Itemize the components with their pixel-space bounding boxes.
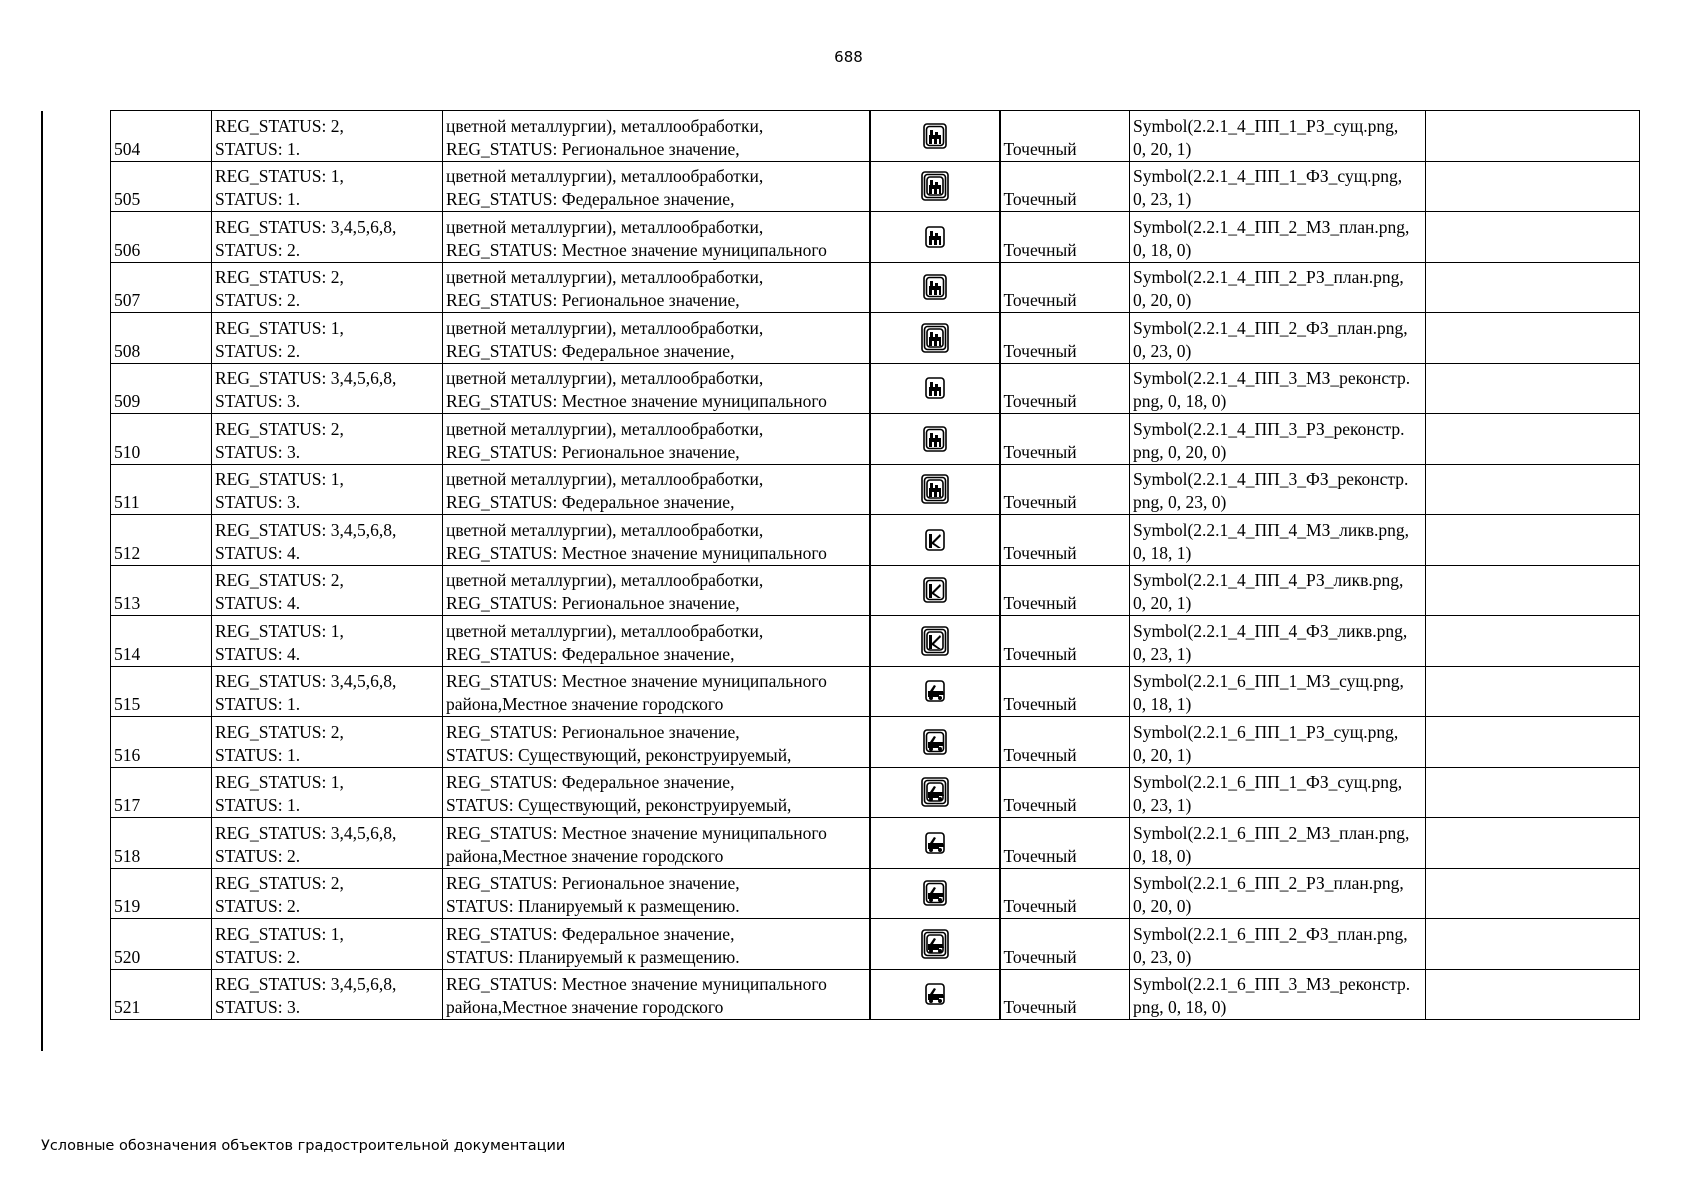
status-cell bbox=[212, 818, 443, 869]
factory-fed-existing-icon bbox=[919, 174, 951, 194]
factory-local-planned-icon bbox=[919, 225, 951, 245]
description-cell bbox=[443, 616, 870, 667]
description-line-2: STATUS: Планируемый к размещению. bbox=[446, 896, 740, 916]
geometry-type: Точечный bbox=[1000, 565, 1130, 616]
symbol-definition-line-1: Symbol(2.2.1_6_ПП_1_РЗ_сущ.png, bbox=[1133, 721, 1399, 742]
symbol-definition bbox=[1130, 818, 1426, 869]
geometry-type: Точечный bbox=[1000, 363, 1130, 414]
reg-status-text: REG_STATUS: 1, bbox=[215, 166, 344, 186]
description-line-2: REG_STATUS: Региональное значение, bbox=[446, 138, 740, 159]
symbol-definition bbox=[1130, 969, 1426, 1020]
description-line-1: цветной металлургии), металлообработки, bbox=[446, 418, 764, 439]
symbol-definition-line-1: Symbol(2.2.1_4_ПП_3_МЗ_реконстр. bbox=[1133, 368, 1411, 388]
factory-fed-liquidated-icon bbox=[919, 629, 951, 649]
status-text: STATUS: 2. bbox=[215, 290, 301, 310]
geometry-type: Точечный bbox=[1000, 666, 1130, 717]
symbol-definition-line-1: Symbol(2.2.1_4_ПП_3_ФЗ_реконстр. bbox=[1133, 469, 1409, 489]
symbol-definition-line-2: 0, 18, 0) bbox=[1133, 845, 1192, 866]
description-line-1: цветной металлургии), металлообработки, bbox=[446, 469, 764, 489]
factory-local-liquidated-icon bbox=[919, 528, 951, 548]
status-text: STATUS: 1. bbox=[215, 744, 301, 765]
geometry-type: Точечный bbox=[1000, 313, 1130, 364]
factory-reg-planned-icon bbox=[919, 275, 951, 295]
symbol-table bbox=[110, 110, 1640, 1020]
status-cell bbox=[212, 666, 443, 717]
reg-status-text: REG_STATUS: 2, bbox=[215, 721, 344, 742]
table-row bbox=[111, 717, 1640, 768]
description-line-1: REG_STATUS: Региональное значение, bbox=[446, 721, 740, 742]
row-number: 509 bbox=[111, 363, 212, 414]
symbol-definition bbox=[1130, 111, 1426, 162]
vehicle-local-planned-icon bbox=[919, 831, 951, 851]
description-line-2: STATUS: Существующий, реконструируемый, bbox=[446, 744, 792, 765]
status-cell bbox=[212, 212, 443, 263]
row-number: 518 bbox=[111, 818, 212, 869]
description-line-2: REG_STATUS: Региональное значение, bbox=[446, 593, 740, 613]
status-text: STATUS: 3. bbox=[215, 492, 301, 512]
status-cell bbox=[212, 111, 443, 162]
page-footer: Условные обозначения объектов градостроительной документации bbox=[41, 1138, 566, 1154]
symbol-definition-line-2: 0, 23, 1) bbox=[1133, 643, 1192, 664]
symbol-definition bbox=[1130, 363, 1426, 414]
status-text: STATUS: 4. bbox=[215, 593, 301, 613]
symbol-cell bbox=[870, 818, 1000, 869]
symbol-cell bbox=[870, 515, 1000, 566]
geometry-type: Точечный bbox=[1000, 262, 1130, 313]
empty-cell bbox=[1426, 565, 1640, 616]
row-number: 519 bbox=[111, 868, 212, 919]
description-cell bbox=[443, 111, 870, 162]
symbol-definition bbox=[1130, 212, 1426, 263]
description-cell bbox=[443, 565, 870, 616]
status-cell bbox=[212, 313, 443, 364]
empty-cell bbox=[1426, 868, 1640, 919]
description-cell bbox=[443, 515, 870, 566]
symbol-definition-line-2: png, 0, 20, 0) bbox=[1133, 441, 1227, 462]
description-line-2: REG_STATUS: Местное значение муниципального bbox=[446, 391, 827, 411]
vehicle-reg-planned-icon bbox=[919, 881, 951, 901]
symbol-definition-line-2: 0, 20, 1) bbox=[1133, 138, 1192, 159]
symbol-definition-line-1: Symbol(2.2.1_4_ПП_2_РЗ_план.png, bbox=[1133, 267, 1404, 287]
table-row bbox=[111, 313, 1640, 364]
status-text: STATUS: 3. bbox=[215, 441, 301, 462]
description-cell bbox=[443, 666, 870, 717]
reg-status-text: REG_STATUS: 2, bbox=[215, 115, 344, 136]
symbol-definition-line-1: Symbol(2.2.1_4_ПП_2_МЗ_план.png, bbox=[1133, 216, 1410, 237]
status-text: STATUS: 2. bbox=[215, 896, 301, 916]
description-line-1: цветной металлургии), металлообработки, bbox=[446, 620, 764, 641]
geometry-type: Точечный bbox=[1000, 212, 1130, 263]
geometry-type: Точечный bbox=[1000, 868, 1130, 919]
status-cell bbox=[212, 717, 443, 768]
description-line-1: цветной металлургии), металлообработки, bbox=[446, 368, 764, 388]
description-line-1: REG_STATUS: Федеральное значение, bbox=[446, 923, 735, 944]
geometry-type: Точечный bbox=[1000, 111, 1130, 162]
description-line-1: REG_STATUS: Местное значение муниципального bbox=[446, 671, 827, 691]
reg-status-text: REG_STATUS: 1, bbox=[215, 469, 344, 489]
symbol-cell bbox=[870, 565, 1000, 616]
description-line-1: цветной металлургии), металлообработки, bbox=[446, 267, 764, 287]
reg-status-text: REG_STATUS: 1, bbox=[215, 317, 344, 338]
reg-status-text: REG_STATUS: 3,4,5,6,8, bbox=[215, 368, 397, 388]
description-line-2: STATUS: Существующий, реконструируемый, bbox=[446, 795, 792, 815]
symbol-definition-line-1: Symbol(2.2.1_4_ПП_4_РЗ_ликв.png, bbox=[1133, 570, 1404, 590]
symbol-definition-line-2: png, 0, 18, 0) bbox=[1133, 997, 1227, 1017]
symbol-definition-line-1: Symbol(2.2.1_6_ПП_2_РЗ_план.png, bbox=[1133, 873, 1404, 893]
geometry-type: Точечный bbox=[1000, 969, 1130, 1020]
description-line-1: REG_STATUS: Местное значение муниципального bbox=[446, 974, 827, 994]
table-row bbox=[111, 212, 1640, 263]
description-line-2: района,Местное значение городского bbox=[446, 845, 724, 866]
empty-cell bbox=[1426, 363, 1640, 414]
empty-cell bbox=[1426, 767, 1640, 818]
description-line-2: REG_STATUS: Региональное значение, bbox=[446, 290, 740, 310]
description-line-2: REG_STATUS: Местное значение муниципального bbox=[446, 542, 827, 563]
reg-status-text: REG_STATUS: 2, bbox=[215, 873, 344, 893]
symbol-cell bbox=[870, 666, 1000, 717]
status-text: STATUS: 1. bbox=[215, 189, 301, 209]
symbol-definition-line-2: 0, 20, 0) bbox=[1133, 896, 1192, 916]
vehicle-local-existing-icon bbox=[919, 679, 951, 699]
empty-cell bbox=[1426, 313, 1640, 364]
symbol-cell bbox=[870, 464, 1000, 515]
status-cell bbox=[212, 565, 443, 616]
geometry-type: Точечный bbox=[1000, 919, 1130, 970]
status-cell bbox=[212, 515, 443, 566]
symbol-definition bbox=[1130, 565, 1426, 616]
row-number: 508 bbox=[111, 313, 212, 364]
symbol-cell bbox=[870, 616, 1000, 667]
symbol-definition-line-1: Symbol(2.2.1_4_ПП_1_ФЗ_сущ.png, bbox=[1133, 166, 1403, 186]
empty-cell bbox=[1426, 262, 1640, 313]
description-line-2: REG_STATUS: Местное значение муниципального bbox=[446, 239, 827, 260]
table-row bbox=[111, 565, 1640, 616]
symbol-definition-line-1: Symbol(2.2.1_6_ПП_2_ФЗ_план.png, bbox=[1133, 923, 1408, 944]
table-row bbox=[111, 818, 1640, 869]
symbol-cell bbox=[870, 414, 1000, 465]
table-row bbox=[111, 919, 1640, 970]
symbol-cell bbox=[870, 313, 1000, 364]
description-line-2: STATUS: Планируемый к размещению. bbox=[446, 946, 740, 967]
symbol-cell bbox=[870, 111, 1000, 162]
symbol-definition-line-2: png, 0, 23, 0) bbox=[1133, 492, 1227, 512]
empty-cell bbox=[1426, 212, 1640, 263]
reg-status-text: REG_STATUS: 1, bbox=[215, 620, 344, 641]
symbol-definition bbox=[1130, 767, 1426, 818]
description-line-1: REG_STATUS: Местное значение муниципального bbox=[446, 822, 827, 843]
symbol-definition-line-1: Symbol(2.2.1_4_ПП_4_МЗ_ликв.png, bbox=[1133, 519, 1410, 540]
reg-status-text: REG_STATUS: 2, bbox=[215, 570, 344, 590]
description-cell bbox=[443, 262, 870, 313]
status-cell bbox=[212, 767, 443, 818]
symbol-definition-line-1: Symbol(2.2.1_6_ПП_1_ФЗ_сущ.png, bbox=[1133, 772, 1403, 792]
description-cell bbox=[443, 161, 870, 212]
geometry-type: Точечный bbox=[1000, 818, 1130, 869]
symbol-cell bbox=[870, 212, 1000, 263]
description-line-2: REG_STATUS: Региональное значение, bbox=[446, 441, 740, 462]
row-number: 510 bbox=[111, 414, 212, 465]
vehicle-reg-existing-icon bbox=[919, 730, 951, 750]
symbol-cell bbox=[870, 161, 1000, 212]
symbol-definition-line-1: Symbol(2.2.1_6_ПП_2_МЗ_план.png, bbox=[1133, 822, 1410, 843]
row-number: 513 bbox=[111, 565, 212, 616]
description-cell bbox=[443, 767, 870, 818]
description-cell bbox=[443, 464, 870, 515]
symbol-definition bbox=[1130, 464, 1426, 515]
symbol-cell bbox=[870, 919, 1000, 970]
empty-cell bbox=[1426, 717, 1640, 768]
symbol-definition-line-1: Symbol(2.2.1_6_ПП_1_МЗ_сущ.png, bbox=[1133, 671, 1404, 691]
description-cell bbox=[443, 363, 870, 414]
description-cell bbox=[443, 969, 870, 1020]
symbol-cell bbox=[870, 767, 1000, 818]
status-cell bbox=[212, 616, 443, 667]
symbol-definition bbox=[1130, 262, 1426, 313]
reg-status-text: REG_STATUS: 3,4,5,6,8, bbox=[215, 974, 397, 994]
symbol-definition-line-2: 0, 23, 0) bbox=[1133, 340, 1192, 361]
row-number: 504 bbox=[111, 111, 212, 162]
factory-reg-liquidated-icon bbox=[919, 578, 951, 598]
symbol-cell bbox=[870, 868, 1000, 919]
table-row bbox=[111, 414, 1640, 465]
description-cell bbox=[443, 919, 870, 970]
description-line-2: REG_STATUS: Федеральное значение, bbox=[446, 643, 735, 664]
empty-cell bbox=[1426, 161, 1640, 212]
symbol-definition-line-2: 0, 23, 1) bbox=[1133, 189, 1192, 209]
geometry-type: Точечный bbox=[1000, 767, 1130, 818]
symbol-definition bbox=[1130, 313, 1426, 364]
row-number: 505 bbox=[111, 161, 212, 212]
geometry-type: Точечный bbox=[1000, 464, 1130, 515]
empty-cell bbox=[1426, 414, 1640, 465]
reg-status-text: REG_STATUS: 2, bbox=[215, 267, 344, 287]
row-number: 516 bbox=[111, 717, 212, 768]
description-line-1: цветной металлургии), металлообработки, bbox=[446, 166, 764, 186]
description-cell bbox=[443, 717, 870, 768]
description-cell bbox=[443, 313, 870, 364]
table-row bbox=[111, 363, 1640, 414]
geometry-type: Точечный bbox=[1000, 717, 1130, 768]
empty-cell bbox=[1426, 616, 1640, 667]
geometry-type: Точечный bbox=[1000, 616, 1130, 667]
empty-cell bbox=[1426, 666, 1640, 717]
symbol-definition bbox=[1130, 616, 1426, 667]
status-text: STATUS: 2. bbox=[215, 239, 301, 260]
page-number: 688 bbox=[834, 48, 863, 66]
table-row bbox=[111, 969, 1640, 1020]
description-line-2: REG_STATUS: Федеральное значение, bbox=[446, 340, 735, 361]
status-text: STATUS: 2. bbox=[215, 845, 301, 866]
status-cell bbox=[212, 969, 443, 1020]
table-row bbox=[111, 767, 1640, 818]
row-number: 507 bbox=[111, 262, 212, 313]
description-line-1: цветной металлургии), металлообработки, bbox=[446, 115, 764, 136]
vehicle-fed-planned-icon bbox=[919, 932, 951, 952]
symbol-cell bbox=[870, 969, 1000, 1020]
symbol-cell bbox=[870, 717, 1000, 768]
symbol-definition-line-2: 0, 23, 1) bbox=[1133, 795, 1192, 815]
vehicle-local-reconstruct-icon bbox=[919, 982, 951, 1002]
symbol-definition bbox=[1130, 161, 1426, 212]
factory-reg-reconstruct-icon bbox=[919, 427, 951, 447]
symbol-cell bbox=[870, 363, 1000, 414]
factory-local-reconstruct-icon bbox=[919, 376, 951, 396]
table-row bbox=[111, 464, 1640, 515]
description-line-2: REG_STATUS: Федеральное значение, bbox=[446, 492, 735, 512]
row-number: 517 bbox=[111, 767, 212, 818]
status-text: STATUS: 2. bbox=[215, 340, 301, 361]
status-text: STATUS: 4. bbox=[215, 643, 301, 664]
description-cell bbox=[443, 818, 870, 869]
symbol-definition bbox=[1130, 717, 1426, 768]
description-cell bbox=[443, 212, 870, 263]
reg-status-text: REG_STATUS: 1, bbox=[215, 923, 344, 944]
reg-status-text: REG_STATUS: 3,4,5,6,8, bbox=[215, 671, 397, 691]
symbol-definition-line-2: 0, 20, 1) bbox=[1133, 593, 1192, 613]
status-cell bbox=[212, 919, 443, 970]
table-row bbox=[111, 111, 1640, 162]
status-text: STATUS: 3. bbox=[215, 997, 301, 1017]
status-text: STATUS: 2. bbox=[215, 946, 301, 967]
reg-status-text: REG_STATUS: 3,4,5,6,8, bbox=[215, 519, 397, 540]
status-cell bbox=[212, 262, 443, 313]
status-cell bbox=[212, 868, 443, 919]
empty-cell bbox=[1426, 919, 1640, 970]
reg-status-text: REG_STATUS: 1, bbox=[215, 772, 344, 792]
table-row bbox=[111, 262, 1640, 313]
description-line-2: района,Местное значение городского bbox=[446, 997, 724, 1017]
description-line-1: цветной металлургии), металлообработки, bbox=[446, 519, 764, 540]
description-line-1: REG_STATUS: Региональное значение, bbox=[446, 873, 740, 893]
row-number: 506 bbox=[111, 212, 212, 263]
empty-cell bbox=[1426, 515, 1640, 566]
description-line-1: цветной металлургии), металлообработки, bbox=[446, 317, 764, 338]
symbol-definition-line-2: 0, 18, 0) bbox=[1133, 239, 1192, 260]
description-line-1: REG_STATUS: Федеральное значение, bbox=[446, 772, 735, 792]
reg-status-text: REG_STATUS: 3,4,5,6,8, bbox=[215, 216, 397, 237]
symbol-definition-line-2: 0, 20, 0) bbox=[1133, 290, 1192, 310]
symbol-definition-line-1: Symbol(2.2.1_4_ПП_1_РЗ_сущ.png, bbox=[1133, 115, 1399, 136]
table-row bbox=[111, 616, 1640, 667]
symbol-definition-line-1: Symbol(2.2.1_4_ПП_4_ФЗ_ликв.png, bbox=[1133, 620, 1408, 641]
symbol-table-body bbox=[111, 111, 1640, 1020]
row-number: 511 bbox=[111, 464, 212, 515]
reg-status-text: REG_STATUS: 3,4,5,6,8, bbox=[215, 822, 397, 843]
symbol-definition-line-2: 0, 18, 1) bbox=[1133, 694, 1192, 714]
row-number: 515 bbox=[111, 666, 212, 717]
symbol-definition-line-2: 0, 18, 1) bbox=[1133, 542, 1192, 563]
description-line-2: REG_STATUS: Федеральное значение, bbox=[446, 189, 735, 209]
description-line-1: цветной металлургии), металлообработки, bbox=[446, 216, 764, 237]
symbol-definition bbox=[1130, 666, 1426, 717]
symbol-definition-line-2: 0, 20, 1) bbox=[1133, 744, 1192, 765]
description-line-1: цветной металлургии), металлообработки, bbox=[446, 570, 764, 590]
status-cell bbox=[212, 464, 443, 515]
symbol-definition bbox=[1130, 919, 1426, 970]
status-text: STATUS: 4. bbox=[215, 542, 301, 563]
factory-fed-planned-icon bbox=[919, 326, 951, 346]
symbol-definition bbox=[1130, 414, 1426, 465]
status-cell bbox=[212, 414, 443, 465]
symbol-cell bbox=[870, 262, 1000, 313]
description-cell bbox=[443, 414, 870, 465]
table-row bbox=[111, 515, 1640, 566]
row-number: 512 bbox=[111, 515, 212, 566]
table-row bbox=[111, 161, 1640, 212]
geometry-type: Точечный bbox=[1000, 161, 1130, 212]
empty-cell bbox=[1426, 111, 1640, 162]
status-text: STATUS: 1. bbox=[215, 795, 301, 815]
vehicle-fed-existing-icon bbox=[919, 780, 951, 800]
empty-cell bbox=[1426, 464, 1640, 515]
description-cell bbox=[443, 868, 870, 919]
empty-cell bbox=[1426, 818, 1640, 869]
factory-reg-existing-icon bbox=[919, 124, 951, 144]
row-number: 521 bbox=[111, 969, 212, 1020]
geometry-type: Точечный bbox=[1000, 414, 1130, 465]
symbol-definition bbox=[1130, 515, 1426, 566]
symbol-definition-line-1: Symbol(2.2.1_4_ПП_2_ФЗ_план.png, bbox=[1133, 317, 1408, 338]
margin-line bbox=[41, 111, 43, 1051]
symbol-definition-line-1: Symbol(2.2.1_6_ПП_3_МЗ_реконстр. bbox=[1133, 974, 1411, 994]
status-text: STATUS: 1. bbox=[215, 138, 301, 159]
symbol-definition bbox=[1130, 868, 1426, 919]
reg-status-text: REG_STATUS: 2, bbox=[215, 418, 344, 439]
symbol-definition-line-1: Symbol(2.2.1_4_ПП_3_РЗ_реконстр. bbox=[1133, 418, 1405, 439]
symbol-definition-line-2: 0, 23, 0) bbox=[1133, 946, 1192, 967]
factory-fed-reconstruct-icon bbox=[919, 477, 951, 497]
status-cell bbox=[212, 161, 443, 212]
status-text: STATUS: 3. bbox=[215, 391, 301, 411]
row-number: 520 bbox=[111, 919, 212, 970]
table-row bbox=[111, 666, 1640, 717]
status-cell bbox=[212, 363, 443, 414]
row-number: 514 bbox=[111, 616, 212, 667]
empty-cell bbox=[1426, 969, 1640, 1020]
table-row bbox=[111, 868, 1640, 919]
symbol-definition-line-2: png, 0, 18, 0) bbox=[1133, 391, 1227, 411]
status-text: STATUS: 1. bbox=[215, 694, 301, 714]
description-line-2: района,Местное значение городского bbox=[446, 694, 724, 714]
geometry-type: Точечный bbox=[1000, 515, 1130, 566]
